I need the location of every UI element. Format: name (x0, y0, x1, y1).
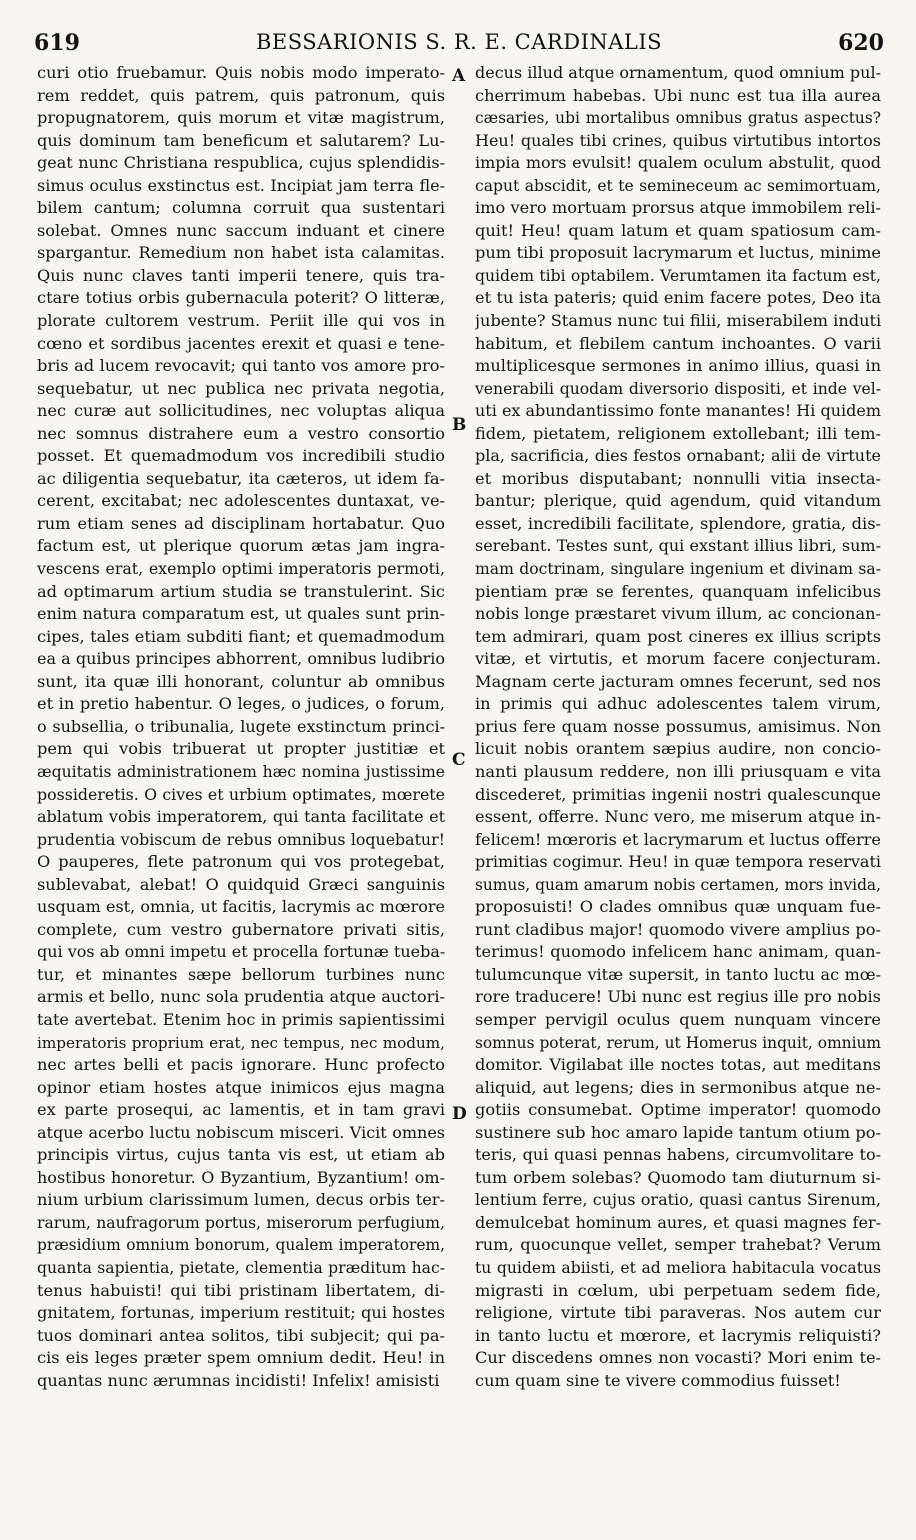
left-column-line: ea a quibus principes abhorrent, omnibus ludibrio (37, 649, 445, 669)
right-column-line: rum, quocunque vellet, semper trahebat? Verum (475, 1235, 881, 1255)
right-column-line: venerabili quodam diversorio dispositi, et inde vel- (475, 379, 881, 398)
right-column-line: quit! Heu! quam latum et quam spatiosum cam- (475, 220, 881, 240)
right-column-line: in primis qui adhuc adolescentes talem virum, (475, 694, 881, 714)
text-column-right (475, 62, 881, 1392)
right-column-line: prius fere quam nosse possumus, amisimus. Non (475, 716, 881, 736)
right-column-line: cherrimum habebas. Ubi nunc est tua illa aurea (475, 85, 881, 105)
page-number-left: 619 (34, 30, 80, 56)
left-column-line: ctare totius orbis gubernacula poterit? O litteræ, (37, 288, 445, 308)
page-header (34, 30, 884, 60)
right-column-line: essent, offerre. Nunc vero, me miserum atque in- (475, 807, 881, 827)
left-column-line: posset. Et quemadmodum vos incredibili studio (37, 446, 445, 466)
right-column-line: Heu! quales tibi crines, quibus virtutibus intortos (475, 130, 881, 150)
right-column-line: rore traducere! Ubi nunc est regius ille pro nobis (475, 987, 881, 1007)
margin-marker-a: A (452, 66, 466, 86)
left-column-line: bris ad lucem revocavit; qui tanto vos amore pro- (37, 356, 445, 376)
right-column-line: sustinere sub hoc amaro lapide tantum otium po- (475, 1122, 881, 1142)
left-column-line: curi otio fruebamur. Quis nobis modo imperato- (37, 63, 445, 82)
text-column-left (37, 62, 445, 1392)
right-column-line: lentium ferre, cujus oratio, quasi cantus Sirenum, (475, 1190, 881, 1210)
left-column-line: usquam est, omnia, ut facitis, lacrymis ac mœrore (37, 897, 445, 917)
left-column-line: nec somnus distrahere eum a vestro consortio (37, 423, 445, 443)
right-column-line: uti ex abundantissimo fonte manantes! Hi quidem (475, 401, 881, 421)
right-column-line: nobis longe præstaret vivum illum, ac concionan- (475, 604, 881, 624)
right-column-line: mam doctrinam, singulare ingenium et divinam sa- (475, 560, 881, 579)
right-column-line: serebant. Testes sunt, qui exstant illius libri, sum- (475, 536, 881, 556)
right-column-line: et moribus disputabant; nonnulli vitia insecta- (475, 468, 881, 488)
right-column-line: nanti plausum reddere, non illi priusquam e vita (475, 761, 881, 781)
left-column-line: factum est, ut plerique quorum ætas jam ingra- (37, 536, 445, 556)
left-column-line: tur, et minantes sæpe bellorum turbines nunc (37, 964, 445, 984)
left-column-line: quanta sapientia, pietate, clementia præditum hac- (37, 1258, 445, 1277)
left-column-line: hostibus honoretur. O Byzantium, Byzantium! om- (37, 1167, 445, 1187)
right-column-line: esset, incredibili facilitate, splendore, gratia, dis- (475, 513, 881, 533)
right-column-line: tum orbem solebas? Quomodo tam diuturnum si- (475, 1167, 881, 1187)
left-column-line: bilem cantum; columna corruit qua sustentari (37, 198, 445, 218)
left-column-line: qui vos ab omni impetu et procella fortunæ tueba- (37, 942, 445, 962)
left-column-line: quantas nunc ærumnas incidisti! Infelix! amisisti (37, 1370, 440, 1390)
right-column-line: impia mors evulsit! qualem oculum abstulit, quod (475, 153, 881, 173)
right-column-line: semper pervigil oculus quem nunquam vincere (475, 1009, 881, 1029)
right-column-line: quidem tibi optabilem. Verumtamen ita factum est, (475, 266, 881, 285)
left-column-line: rarum, naufragorum portus, miserorum perfugium, (37, 1213, 445, 1232)
left-column-line: Quis nunc claves tanti imperii tenere, quis tra- (37, 265, 445, 285)
left-column-line: ad optimarum artium studia se transtulerint. Sic (37, 581, 445, 601)
margin-marker-d: D (452, 1104, 467, 1124)
right-column-line: discederet, primitias ingenii nostri qualescunque (475, 784, 881, 804)
left-column-line: pem qui vobis tribuerat ut propter justitiæ et (37, 739, 445, 759)
left-column-line: o subsellia, o tribunalia, lugete exstinctum princi- (37, 716, 445, 736)
left-column-line: tuos dominari antea solitos, tibi subjecit; qui pa- (37, 1325, 445, 1345)
left-column-line: ac diligentia sequebatur, ita cæteros, ut idem fa- (37, 468, 445, 488)
left-column-line: sequebatur, ut nec publica nec privata negotia, (37, 378, 445, 398)
left-column-line: sunt, ita quæ illi honorant, coluntur ab omnibus (37, 671, 445, 691)
right-column-line: runt cladibus major! quomodo vivere amplius po- (475, 919, 881, 939)
left-column-line: simus oculus exstinctus est. Incipiat jam terra fle- (37, 175, 445, 195)
left-column-line: rem reddet, quis patrem, quis patronum, quis (37, 85, 445, 105)
left-column-line: præsidium omnium bonorum, qualem imperatorem, (37, 1236, 445, 1255)
left-column-line: ex parte prosequi, ac lamentis, et in tam gravi (37, 1100, 445, 1120)
left-column-line: cis eis leges præter spem omnium dedit. Heu! in (37, 1348, 445, 1368)
left-column-line: possideretis. O cives et urbium optimates, mœrete (37, 784, 445, 804)
right-column-line: imo vero mortuam prorsus atque immobilem reli- (475, 198, 881, 218)
right-column-line: proposuisti! O clades omnibus quæ unquam fue- (475, 897, 881, 917)
right-column-line: licuit nobis orantem sæpius audire, non concio- (475, 739, 881, 759)
right-column-line: aliquid, aut legens; dies in sermonibus atque ne- (475, 1077, 881, 1097)
left-column-line: et in pretio habentur. O leges, o judices, o forum, (37, 694, 445, 714)
left-column-line: plorate cultorem vestrum. Periit ille qui vos in (37, 311, 445, 331)
right-column-line: terimus! quomodo infelicem hanc animam, quan- (475, 942, 881, 962)
left-column-line: nium urbium clarissimum lumen, decus orbis ter- (37, 1190, 445, 1210)
running-title: BESSARIONIS S. R. E. CARDINALIS (255, 30, 663, 54)
left-column-line: rum etiam senes ad disciplinam hortabatur. Quo (37, 513, 445, 533)
left-column-line: ablatum vobis imperatorem, qui tanta facilitate et (37, 807, 445, 827)
left-column-line: vescens erat, exemplo optimi imperatoris permoti, (37, 559, 445, 579)
left-column-line: nec curæ aut sollicitudines, nec voluptas aliqua (37, 401, 445, 421)
right-column-line: multiplicesque sermones in animo illius, quasi in (475, 356, 881, 376)
left-column-line: cipes, tales etiam subditi fiant; et quemadmodum (37, 626, 445, 646)
left-column-line: sublevabat, alebat! O quidquid Græci sanguinis (37, 874, 445, 894)
left-column-line: cerent, excitabat; nec adolescentes duntaxat, ve- (37, 491, 445, 511)
right-column-line: pum tibi proposuit lacrymarum et luctus, minime (475, 243, 881, 263)
left-column-line: complete, cum vestro gubernatore privati sitis, (37, 919, 445, 939)
page-number-right: 620 (838, 30, 884, 56)
right-column-line: tem admirari, quam post cineres ex illius scripts (475, 626, 881, 646)
left-column-line: O pauperes, flete patronum qui vos protegebat, (37, 852, 445, 872)
right-column-line: demulcebat hominum aures, et quasi magnes fer- (475, 1212, 881, 1232)
left-column-line: quis dominum tam beneficum et salutarem? Lu- (37, 130, 445, 150)
left-column-line: solebat. Omnes nunc saccum induant et cinere (37, 220, 445, 240)
right-column-line: pientiam præ se ferentes, quanquam infelicibus (475, 581, 881, 601)
right-column-line: jubente? Stamus nunc tui filii, miserabilem induti (475, 311, 881, 331)
left-column-line: principis virtus, cujus tanta vis est, ut etiam ab (37, 1145, 445, 1165)
left-column-line: atque acerbo luctu nobiscum misceri. Vicit omnes (37, 1122, 445, 1142)
left-column-line: tenus habuisti! qui tibi pristinam libertatem, di- (37, 1280, 445, 1300)
right-column-line: decus illud atque ornamentum, quod omnium pul- (475, 63, 881, 82)
margin-marker-b: B (452, 415, 467, 435)
left-column-line: enim natura comparatum est, ut quales sunt prin- (37, 604, 445, 624)
left-column-line: geat nunc Christiana respublica, cujus splendidis- (37, 153, 445, 173)
left-column-line: tate avertebat. Etenim hoc in primis sapientissimi (37, 1009, 445, 1029)
left-column-line: gnitatem, fortunas, imperium restituit; qui hostes (37, 1303, 445, 1323)
right-column-line: habitum, et flebilem cantum inchoantes. O varii (475, 333, 881, 353)
right-column-line: vitæ, et virtutis, et morum facere conjecturam. (475, 649, 881, 669)
right-column-line: Magnam certe jacturam omnes fecerunt, sed nos (475, 671, 881, 691)
right-column-line: teris, qui quasi pennas habens, circumvolitare to- (475, 1145, 881, 1165)
left-column-line: prudentia vobiscum de rebus omnibus loquebatur! (37, 829, 445, 849)
left-column-line: cœno et sordibus jacentes erexit et quasi e tene- (37, 333, 445, 353)
right-column-line: et tu ista pateris; quid enim facere potes, Deo ita (475, 288, 881, 308)
left-column-line: propugnatorem, quis morum et vitæ magistrum, (37, 108, 445, 128)
right-column-line: cum quam sine te vivere commodius fuisset! (475, 1370, 841, 1390)
right-column-line: in tanto luctu et mœrore, et lacrymis reliquisti? (475, 1325, 881, 1345)
left-column-line: opinor etiam hostes atque inimicos ejus magna (37, 1077, 445, 1097)
right-column-line: somnus poterat, rerum, ut Homerus inquit, omnium (475, 1033, 881, 1052)
right-column-line: bantur; plerique, quid agendum, quid vitandum (475, 491, 881, 511)
right-column-line: religione, virtute tibi paraveras. Nos autem cur (475, 1303, 881, 1323)
left-column-line: spargantur. Remedium non habet ista calamitas. (37, 243, 445, 263)
right-column-line: tu quidem abiisti, et ad meliora habitacula vocatus (475, 1258, 881, 1277)
left-column-line: imperatoris proprium erat, nec tempus, nec modum, (37, 1033, 445, 1052)
margin-marker-c: C (452, 750, 466, 770)
right-column-line: domitor. Vigilabat ille noctes totas, aut meditans (475, 1055, 881, 1075)
left-column-line: æquitatis administrationem hæc nomina justissime (37, 762, 445, 781)
left-column-line: nec artes belli et pacis ignorare. Hunc profecto (37, 1055, 445, 1075)
right-column-line: sumus, quam amarum nobis certamen, mors invida, (475, 875, 881, 894)
right-column-line: Cur discedens omnes non vocasti? Mori enim te- (475, 1348, 881, 1368)
right-column-line: tulumcunque vitæ supersit, in tanto luctu ac mœ- (475, 964, 881, 984)
right-column-line: pla, sacrificia, dies festos ornabant; alii de virtute (475, 446, 881, 466)
right-column-line: fidem, pietatem, religionem extollebant; illi tem- (475, 423, 881, 443)
left-column-line: armis et bello, nunc sola prudentia atque auctori- (37, 987, 445, 1007)
right-column-line: cæsaries, ubi mortalibus omnibus gratus aspectus? (475, 109, 881, 128)
right-column-line: gotiis consumebat. Optime imperator! quomodo (475, 1100, 881, 1120)
right-column-line: primitias cogimur. Heu! in quæ tempora reservati (475, 852, 881, 872)
right-column-line: felicem! mœroris et lacrymarum et luctus offerre (475, 829, 881, 849)
right-column-line: caput abscidit, et te semineceum ac semimortuam, (475, 176, 881, 195)
right-column-line: migrasti in cœlum, ubi perpetuam sedem fide, (475, 1280, 881, 1300)
